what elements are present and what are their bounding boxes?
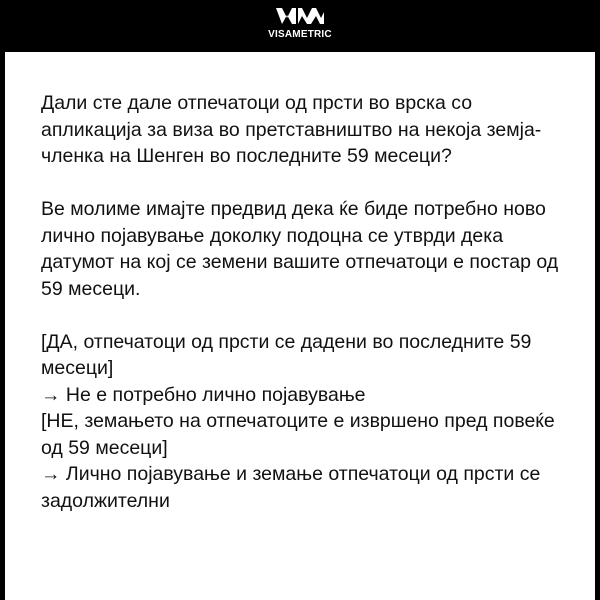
notice-line: лично појавување доколку подоцна се утврди дека bbox=[41, 224, 504, 247]
option-no-answer: од 59 месеци] bbox=[41, 436, 168, 459]
option-no bbox=[41, 408, 571, 514]
notice-line: 59 месеци. bbox=[41, 277, 141, 300]
option-no-result: → Лично појавување и земање отпечатоци од прсти се bbox=[41, 463, 541, 485]
visametric-logo-icon bbox=[274, 6, 326, 26]
option-no-result: задолжителни bbox=[41, 489, 170, 512]
header bbox=[0, 0, 600, 48]
question-line: Дали сте дале отпечатоци од прсти во врска со bbox=[41, 92, 473, 114]
notice-line: Ве молиме имајте предвид дека ќе биде потребно ново bbox=[41, 198, 546, 220]
notice-text bbox=[41, 196, 571, 302]
question-line: апликација за виза во претставништво на некоја земја- bbox=[41, 118, 542, 141]
option-yes-answer: месеци] bbox=[41, 357, 114, 379]
option-no-answer: [НЕ, земањето на отпечатоците е извршено пред повеќе bbox=[41, 410, 555, 432]
info-card bbox=[5, 52, 595, 600]
spacer bbox=[41, 170, 571, 197]
notice-line: датумот на кој се земени вашите отпечатоци е постар од bbox=[41, 251, 559, 273]
option-yes-answer: [ДА, отпечатоци од прсти се дадени во последните 59 bbox=[41, 330, 532, 353]
brand-name: VISAMETRIC bbox=[268, 29, 332, 40]
spacer bbox=[41, 302, 571, 329]
question-line: членка на Шенген во последните 59 месеци? bbox=[41, 145, 452, 167]
option-yes-result: → Не е потребно лично појавување bbox=[41, 383, 366, 406]
card-content bbox=[41, 90, 571, 514]
option-yes bbox=[41, 329, 571, 409]
question-text bbox=[41, 90, 571, 170]
